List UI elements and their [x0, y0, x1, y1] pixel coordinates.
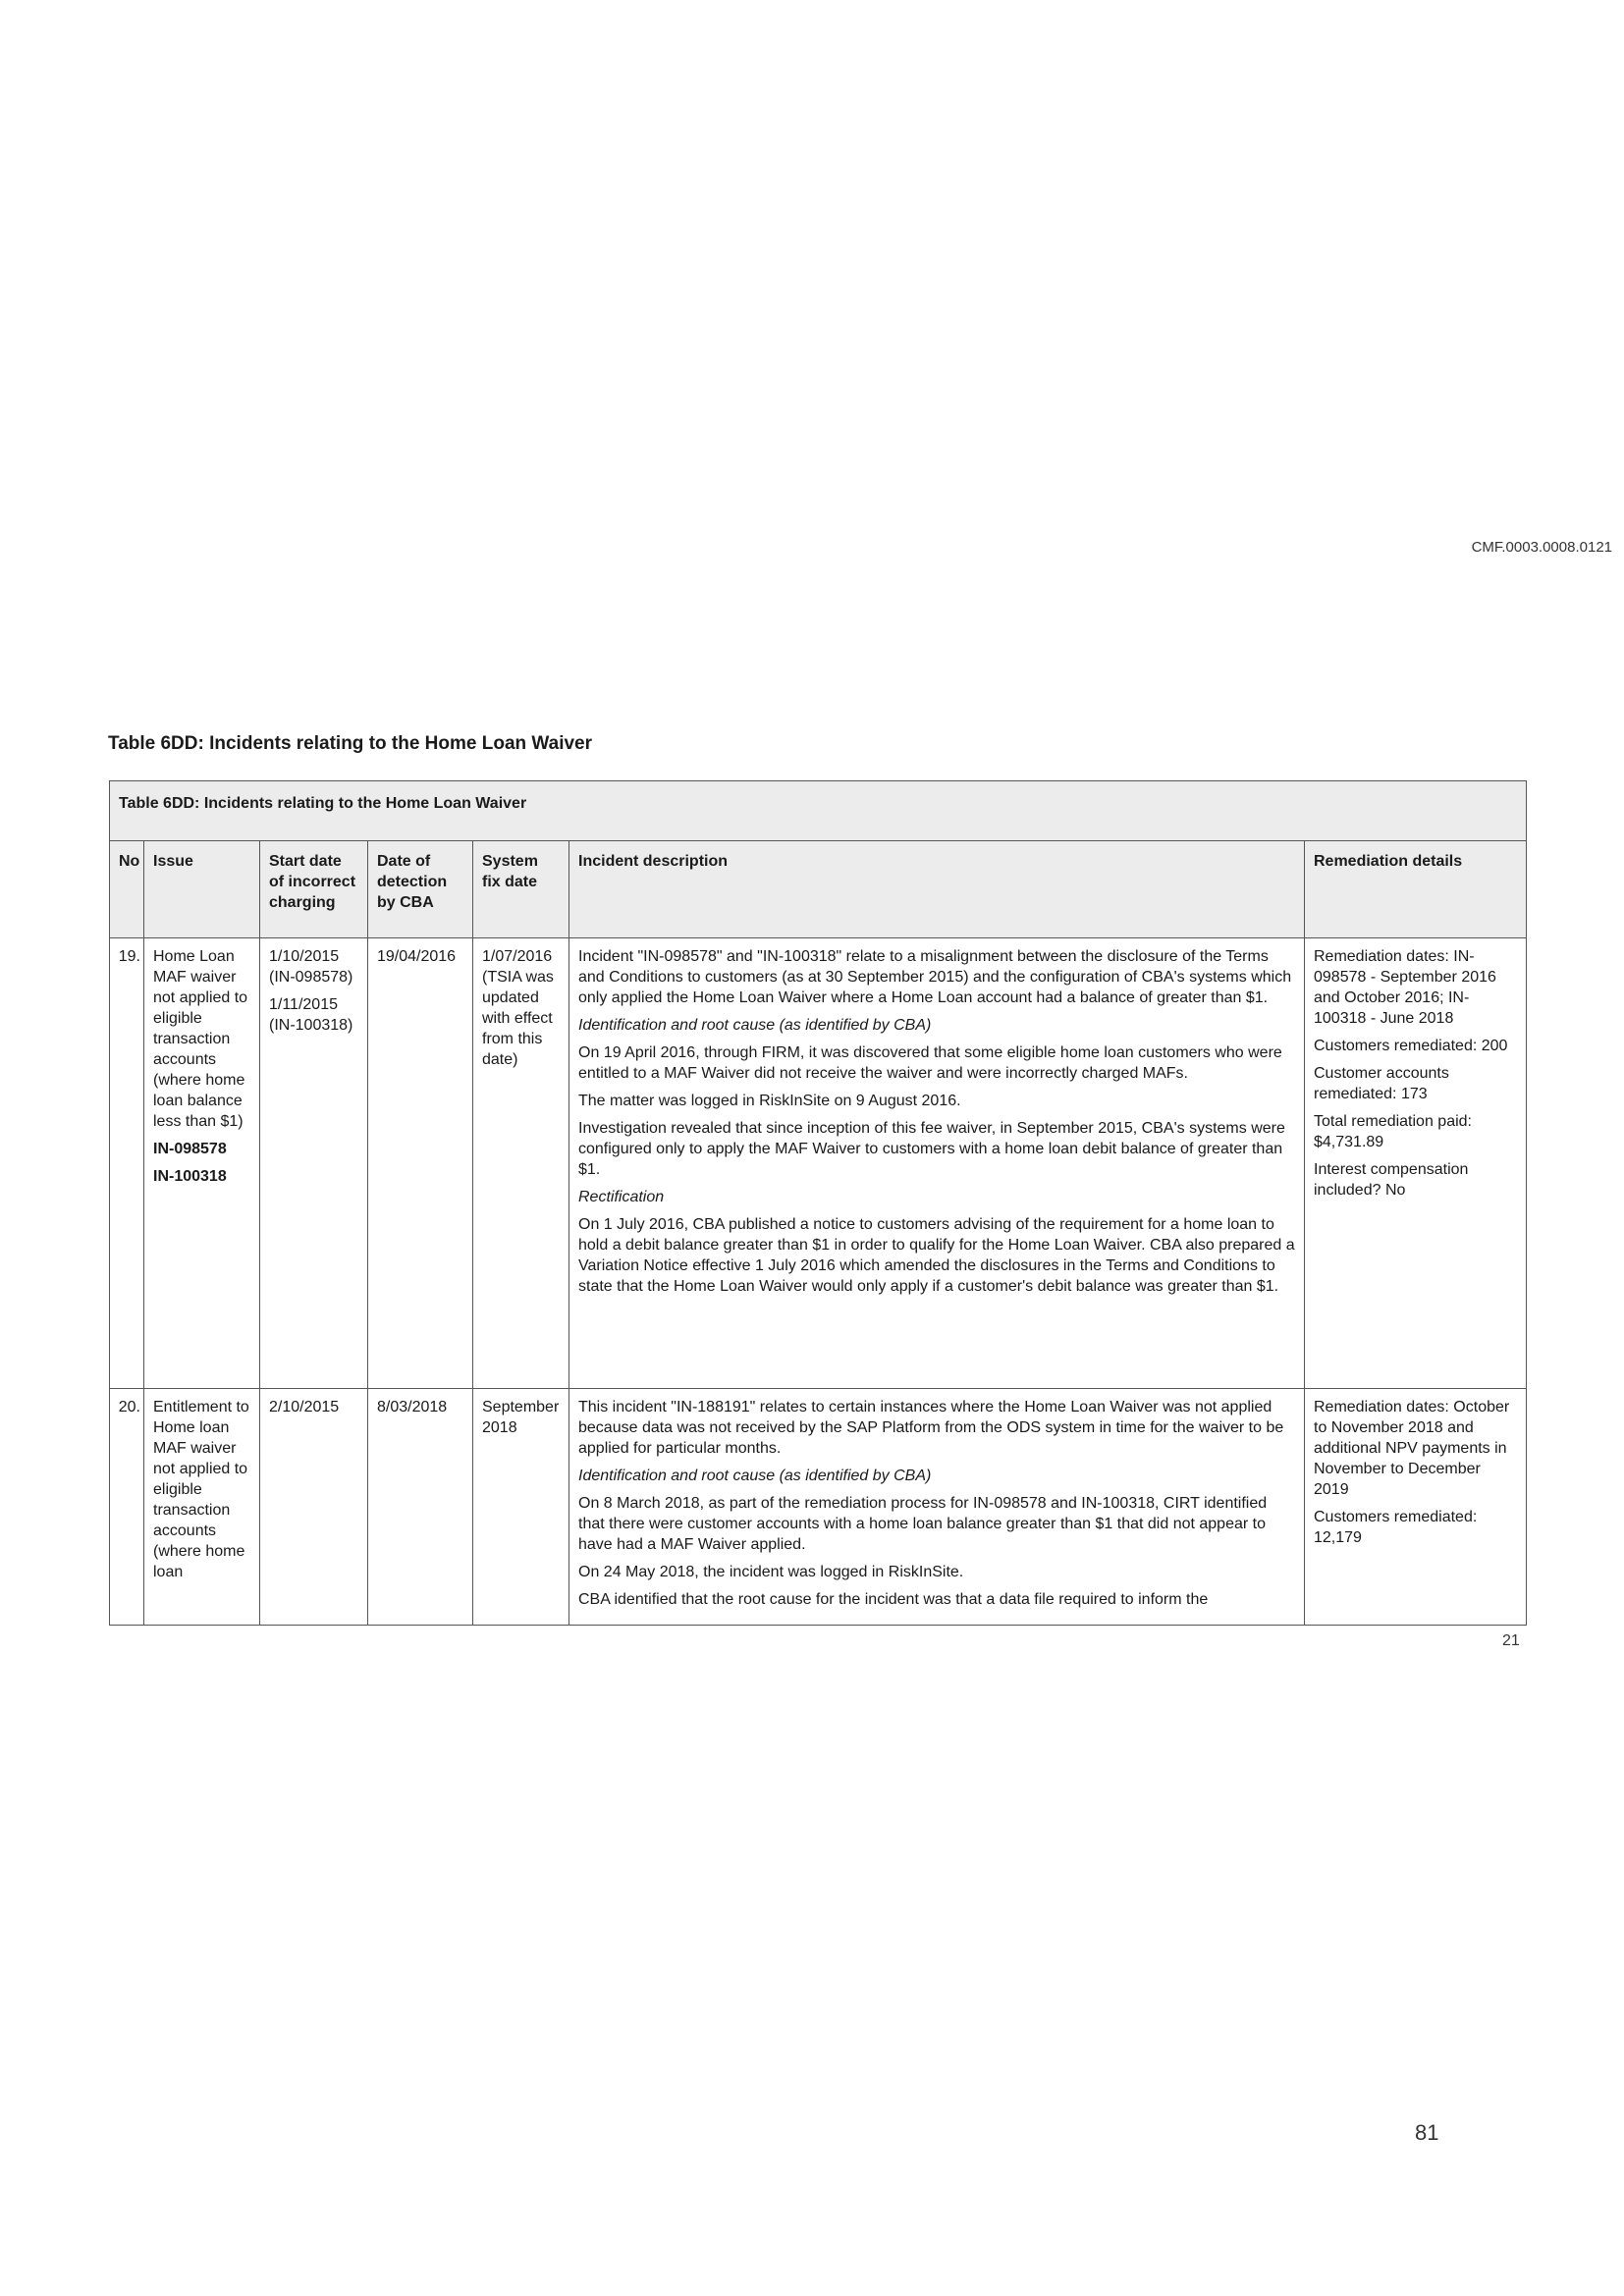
header-detection-date: Date of detection by CBA	[368, 841, 473, 938]
description-paragraph: Incident "IN-098578" and "IN-100318" relate to a misalignment between the disclosure of the Terms and Conditions to customers (as at 30 September 2015) and the configuration of CBA's systems which only applied the Home Loan Waiver where a Home Loan account had a balance of greater than $1.	[578, 948, 1292, 1006]
description-cell	[569, 938, 1305, 1389]
header-issue: Issue	[144, 841, 260, 938]
remediation-item: Remediation dates: IN-098578 - September 2016 and October 2016; IN-100318 - June 2018	[1314, 948, 1496, 1027]
incidents-table	[109, 780, 1527, 1626]
remediation-item: Customer accounts remediated: 173	[1314, 1065, 1449, 1102]
start-date-cell	[260, 1389, 368, 1626]
start-date: 1/10/2015 (IN-098578)	[269, 948, 353, 986]
remediation-item: Total remediation paid: $4,731.89	[1314, 1113, 1472, 1150]
issue-cell	[144, 1389, 260, 1626]
table-title: Table 6DD: Incidents relating to the Home Loan Waiver	[108, 733, 593, 754]
issue-text: Home Loan MAF waiver not applied to eligible transaction accounts (where home loan balance less than $1)	[153, 948, 248, 1130]
header-remediation: Remediation details	[1305, 841, 1527, 938]
document-id: CMF.0003.0008.0121	[1471, 539, 1612, 556]
description-paragraph: Investigation revealed that since inception of this fee waiver, in September 2015, CBA's systems were configured only to apply the MAF Waiver to customers with a home loan debit balance of greater than $1.	[578, 1120, 1285, 1178]
detection-date: 19/04/2016	[368, 938, 473, 1389]
page-number: 81	[1415, 2120, 1439, 2145]
row-number: 19.	[110, 938, 144, 1389]
row-number: 20.	[110, 1389, 144, 1626]
header-description: Incident description	[569, 841, 1305, 938]
description-paragraph: This incident "IN-188191" relates to certain instances where the Home Loan Waiver was not applied because data was not received by the SAP Platform from the ODS system in time for the waiver to be applied for particular months.	[578, 1399, 1284, 1457]
description-subheading: Identification and root cause (as identified by CBA)	[578, 1017, 932, 1034]
description-cell	[569, 1389, 1305, 1626]
header-fix-date: System fix date	[473, 841, 569, 938]
fix-date: 1/07/2016 (TSIA was updated with effect from this date)	[473, 938, 569, 1389]
fix-date: September 2018	[473, 1389, 569, 1626]
remediation-cell	[1305, 938, 1527, 1389]
description-paragraph: On 8 March 2018, as part of the remediation process for IN-098578 and IN-100318, CIRT identified that there were customer accounts with a home loan balance greater than $1 that did not appear to have had a MAF Waiver applied.	[578, 1495, 1268, 1553]
description-subheading: Rectification	[578, 1189, 665, 1205]
remediation-item: Interest compensation included? No	[1314, 1161, 1469, 1199]
issue-cell	[144, 938, 260, 1389]
issue-id: IN-100318	[153, 1168, 227, 1185]
table-row	[110, 938, 1527, 1389]
detection-date: 8/03/2018	[368, 1389, 473, 1626]
description-paragraph: On 1 July 2016, CBA published a notice to customers advising of the requirement for a home loan to hold a debit balance greater than $1 in order to qualify for the Home Loan Waiver. CBA also prepared a Variation Notice effective 1 July 2016 which amended the disclosures in the Terms and Conditions to state that the Home Loan Waiver would only apply if a customer's debit balance was greater than $1.	[578, 1216, 1295, 1295]
remediation-cell	[1305, 1389, 1527, 1626]
issue-text: Entitlement to Home loan MAF waiver not applied to eligible transaction accounts (where home loan	[153, 1399, 249, 1580]
remediation-item: Customers remediated: 200	[1314, 1038, 1508, 1054]
description-paragraph: CBA identified that the root cause for the incident was that a data file required to inform the	[578, 1591, 1209, 1608]
description-paragraph: On 19 April 2016, through FIRM, it was discovered that some eligible home loan customers who were entitled to a MAF Waiver did not receive the waiver and were incorrectly charged MAFs.	[578, 1044, 1282, 1082]
header-no: No	[110, 841, 144, 938]
description-paragraph: On 24 May 2018, the incident was logged in RiskInSite.	[578, 1564, 964, 1580]
description-paragraph: The matter was logged in RiskInSite on 9 August 2016.	[578, 1093, 961, 1109]
table-row	[110, 1389, 1527, 1626]
remediation-item: Customers remediated: 12,179	[1314, 1509, 1478, 1546]
header-start-date: Start date of incorrect charging	[260, 841, 368, 938]
start-date: 1/11/2015 (IN-100318)	[269, 996, 353, 1034]
table-caption: Table 6DD: Incidents relating to the Home Loan Waiver	[110, 781, 1527, 841]
description-subheading: Identification and root cause (as identified by CBA)	[578, 1468, 932, 1484]
remediation-item: Remediation dates: October to November 2018 and additional NPV payments in November to December 2019	[1314, 1399, 1510, 1498]
start-date: 2/10/2015	[269, 1399, 340, 1415]
section-page-number: 21	[1502, 1632, 1520, 1649]
issue-id: IN-098578	[153, 1141, 227, 1157]
start-date-cell	[260, 938, 368, 1389]
header-row	[110, 841, 1527, 938]
